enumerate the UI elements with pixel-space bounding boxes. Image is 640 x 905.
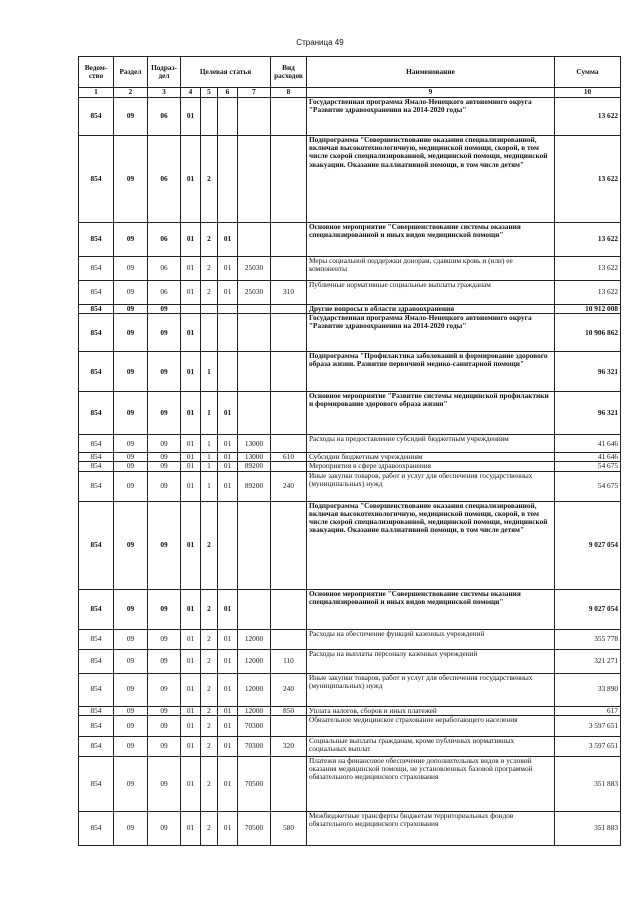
cell-event: 01 (218, 471, 238, 501)
cell-program: 01 (181, 673, 201, 706)
cell-vedomstvo: 854 (79, 649, 114, 673)
cell-event: 01 (218, 257, 238, 281)
column-number: 2 (114, 88, 148, 98)
cell-expense-type (271, 305, 307, 314)
cell-program: 01 (181, 453, 201, 462)
cell-direction: 12000 (238, 629, 271, 649)
cell-expense-type: 310 (271, 281, 307, 305)
table-body (79, 98, 621, 846)
cell-vedomstvo: 854 (79, 136, 114, 223)
cell-sum: 54 675 (555, 462, 621, 471)
table-row (79, 314, 621, 352)
cell-event (218, 352, 238, 392)
column-number: 1 (79, 88, 114, 98)
cell-vedomstvo: 854 (79, 223, 114, 257)
cell-direction: 89200 (238, 471, 271, 501)
cell-name: Иные закупки товаров, работ и услуг для обеспечения государственных (муниципальных) нужд (307, 471, 555, 501)
cell-podrazdel: 09 (148, 305, 181, 314)
cell-sum: 41 646 (555, 435, 621, 453)
column-number: 5 (201, 88, 218, 98)
cell-sum: 13 622 (555, 281, 621, 305)
cell-vedomstvo: 854 (79, 811, 114, 845)
cell-sum: 10 912 008 (555, 305, 621, 314)
cell-direction: 13000 (238, 435, 271, 453)
table-row (79, 136, 621, 223)
cell-subprogram: 1 (201, 471, 218, 501)
cell-program: 01 (181, 736, 201, 756)
cell-razdel: 09 (114, 352, 148, 392)
cell-podrazdel: 09 (148, 811, 181, 845)
cell-subprogram (201, 98, 218, 136)
table-row (79, 453, 621, 462)
header-razdel: Раздел (114, 57, 148, 88)
table-row (79, 629, 621, 649)
cell-program: 01 (181, 811, 201, 845)
cell-program (181, 305, 201, 314)
cell-expense-type: 110 (271, 649, 307, 673)
cell-program: 01 (181, 629, 201, 649)
cell-podrazdel: 06 (148, 223, 181, 257)
cell-sum: 3 597 651 (555, 715, 621, 736)
column-numbers-row (79, 88, 621, 98)
cell-sum: 617 (555, 706, 621, 715)
column-number: 10 (555, 88, 621, 98)
cell-vedomstvo: 854 (79, 589, 114, 629)
cell-expense-type: 240 (271, 673, 307, 706)
cell-subprogram: 2 (201, 756, 218, 811)
cell-event: 01 (218, 589, 238, 629)
cell-name: Подпрограмма "Совершенствование оказания специализированной, включая высокотехнологичную, медицинской помощи, скорой, в том числе скорой специализированной, медицинской помощи, медицинской эвакуации. Оказание паллиативной помощи, в том числе детям" (307, 501, 555, 589)
cell-direction: 25030 (238, 257, 271, 281)
cell-program: 01 (181, 223, 201, 257)
cell-direction (238, 501, 271, 589)
table-row (79, 649, 621, 673)
cell-event: 01 (218, 649, 238, 673)
cell-name: Подпрограмма "Совершенствование оказания специализированной, включая высокотехнологичную, медицинской помощи, скорой, в том числе скорой специализированной, медицинской помощи, медицинской эвакуации. Оказание паллиативной помощи, в том числе детям" (307, 136, 555, 223)
cell-name: Субсидии бюджетным учреждениям (307, 453, 555, 462)
cell-vedomstvo: 854 (79, 715, 114, 736)
cell-expense-type (271, 352, 307, 392)
cell-event: 01 (218, 715, 238, 736)
cell-direction (238, 314, 271, 352)
cell-subprogram (201, 305, 218, 314)
cell-podrazdel: 09 (148, 435, 181, 453)
cell-razdel: 09 (114, 589, 148, 629)
cell-event (218, 501, 238, 589)
cell-expense-type (271, 629, 307, 649)
cell-name: Меры социальной поддержки донорам, сдавшим кровь и (или) ее компоненты (307, 257, 555, 281)
cell-event (218, 136, 238, 223)
cell-razdel: 09 (114, 715, 148, 736)
column-number: 9 (307, 88, 555, 98)
cell-event (218, 314, 238, 352)
cell-name: Государственная программа Ямало-Ненецкого автономного округа "Развитие здравоохранения на 2014-2020 годы" (307, 98, 555, 136)
cell-podrazdel: 09 (148, 392, 181, 435)
cell-razdel: 09 (114, 392, 148, 435)
cell-name: Расходы на предоставление субсидий бюджетным учреждениям (307, 435, 555, 453)
cell-razdel: 09 (114, 811, 148, 845)
cell-name: Межбюджетные трансферты бюджетам территориальных фондов обязательного медицинского страхования (307, 811, 555, 845)
cell-vedomstvo: 854 (79, 98, 114, 136)
cell-razdel: 09 (114, 223, 148, 257)
cell-event: 01 (218, 281, 238, 305)
cell-subprogram: 2 (201, 706, 218, 715)
table-row (79, 715, 621, 736)
cell-podrazdel: 09 (148, 756, 181, 811)
cell-expense-type (271, 223, 307, 257)
cell-podrazdel: 06 (148, 136, 181, 223)
cell-direction (238, 98, 271, 136)
cell-vedomstvo: 854 (79, 435, 114, 453)
cell-direction: 70500 (238, 811, 271, 845)
cell-program: 01 (181, 314, 201, 352)
cell-sum: 9 027 054 (555, 501, 621, 589)
cell-razdel: 09 (114, 281, 148, 305)
cell-razdel: 09 (114, 629, 148, 649)
header-row (79, 57, 621, 88)
cell-program: 01 (181, 589, 201, 629)
cell-vedomstvo: 854 (79, 736, 114, 756)
cell-event: 01 (218, 453, 238, 462)
cell-expense-type (271, 756, 307, 811)
cell-vedomstvo: 854 (79, 629, 114, 649)
header-podrazdel: Подраз-дел (148, 57, 181, 88)
cell-event: 01 (218, 673, 238, 706)
table-row (79, 736, 621, 756)
cell-vedomstvo: 854 (79, 756, 114, 811)
cell-subprogram: 1 (201, 453, 218, 462)
table-row (79, 589, 621, 629)
cell-direction: 89200 (238, 462, 271, 471)
cell-podrazdel: 09 (148, 453, 181, 462)
cell-name: Государственная программа Ямало-Ненецкого автономного округа "Развитие здравоохранения на 2014-2020 годы" (307, 314, 555, 352)
table-row (79, 392, 621, 435)
table-row (79, 305, 621, 314)
cell-podrazdel: 06 (148, 281, 181, 305)
table-row (79, 501, 621, 589)
cell-sum: 54 675 (555, 471, 621, 501)
cell-sum: 355 778 (555, 629, 621, 649)
cell-vedomstvo: 854 (79, 501, 114, 589)
cell-sum: 351 883 (555, 756, 621, 811)
cell-program: 01 (181, 257, 201, 281)
cell-name: Расходы на обеспечение функций казенных учреждений (307, 629, 555, 649)
cell-direction (238, 589, 271, 629)
cell-name: Иные закупки товаров, работ и услуг для обеспечения государственных (муниципальных) нужд (307, 673, 555, 706)
cell-subprogram: 2 (201, 281, 218, 305)
cell-name: Мероприятия в сфере здравоохранения (307, 462, 555, 471)
cell-name: Публичные нормативные социальные выплаты гражданам (307, 281, 555, 305)
cell-event: 01 (218, 736, 238, 756)
cell-expense-type (271, 392, 307, 435)
cell-sum: 321 271 (555, 649, 621, 673)
cell-expense-type (271, 314, 307, 352)
cell-direction: 12000 (238, 706, 271, 715)
cell-sum: 13 622 (555, 257, 621, 281)
cell-podrazdel: 09 (148, 471, 181, 501)
cell-direction (238, 136, 271, 223)
cell-expense-type (271, 435, 307, 453)
cell-direction (238, 392, 271, 435)
cell-sum: 33 890 (555, 673, 621, 706)
table-row (79, 471, 621, 501)
cell-sum: 13 622 (555, 223, 621, 257)
table-row (79, 98, 621, 136)
cell-razdel: 09 (114, 756, 148, 811)
cell-program: 01 (181, 281, 201, 305)
cell-event: 01 (218, 462, 238, 471)
cell-expense-type: 850 (271, 706, 307, 715)
cell-subprogram: 2 (201, 715, 218, 736)
cell-program: 01 (181, 756, 201, 811)
cell-vedomstvo: 854 (79, 281, 114, 305)
cell-subprogram: 2 (201, 257, 218, 281)
cell-razdel: 09 (114, 649, 148, 673)
cell-subprogram: 2 (201, 629, 218, 649)
cell-program: 01 (181, 715, 201, 736)
cell-direction: 12000 (238, 673, 271, 706)
cell-subprogram: 2 (201, 223, 218, 257)
cell-razdel: 09 (114, 314, 148, 352)
cell-sum: 10 906 862 (555, 314, 621, 352)
cell-expense-type: 580 (271, 811, 307, 845)
cell-expense-type: 610 (271, 453, 307, 462)
cell-program: 01 (181, 706, 201, 715)
cell-subprogram: 2 (201, 736, 218, 756)
cell-expense-type (271, 589, 307, 629)
cell-event: 01 (218, 392, 238, 435)
cell-name: Социальные выплаты гражданам, кроме публичных нормативных социальных выплат (307, 736, 555, 756)
cell-subprogram: 2 (201, 811, 218, 845)
cell-podrazdel: 06 (148, 98, 181, 136)
cell-subprogram: 2 (201, 673, 218, 706)
cell-direction: 70300 (238, 736, 271, 756)
cell-podrazdel: 09 (148, 352, 181, 392)
cell-expense-type (271, 462, 307, 471)
cell-razdel: 09 (114, 435, 148, 453)
column-number: 6 (218, 88, 238, 98)
cell-name: Основное мероприятие "Совершенствование системы оказания специализированной и иных видов медицинской помощи" (307, 223, 555, 257)
cell-podrazdel: 09 (148, 715, 181, 736)
table-row (79, 281, 621, 305)
cell-vedomstvo: 854 (79, 673, 114, 706)
column-number: 8 (271, 88, 307, 98)
cell-podrazdel: 09 (148, 462, 181, 471)
cell-direction (238, 223, 271, 257)
table-row (79, 257, 621, 281)
cell-razdel: 09 (114, 305, 148, 314)
cell-vedomstvo: 854 (79, 706, 114, 715)
cell-event: 01 (218, 223, 238, 257)
table-row (79, 811, 621, 845)
cell-event: 01 (218, 756, 238, 811)
cell-razdel: 09 (114, 471, 148, 501)
cell-subprogram: 1 (201, 435, 218, 453)
cell-subprogram (201, 314, 218, 352)
cell-vedomstvo: 854 (79, 392, 114, 435)
cell-direction: 70500 (238, 756, 271, 811)
cell-podrazdel: 09 (148, 706, 181, 715)
cell-program: 01 (181, 136, 201, 223)
cell-direction: 13000 (238, 453, 271, 462)
cell-program: 01 (181, 649, 201, 673)
header-celevaya: Целевая статья (181, 57, 271, 88)
header-vedomstvo: Ведом-ство (79, 57, 114, 88)
cell-event (218, 98, 238, 136)
table-row (79, 223, 621, 257)
cell-sum: 3 597 651 (555, 736, 621, 756)
cell-podrazdel: 09 (148, 589, 181, 629)
table-row (79, 435, 621, 453)
cell-program: 01 (181, 462, 201, 471)
page-label: Страница 49 (296, 38, 344, 47)
cell-name: Обязательное медицинское страхование неработающего населения (307, 715, 555, 736)
cell-name: Основное мероприятие "Совершенствование системы оказания специализированной и иных видов медицинской помощи" (307, 589, 555, 629)
table-row (79, 462, 621, 471)
cell-direction (238, 305, 271, 314)
cell-expense-type (271, 715, 307, 736)
cell-name: Расходы на выплаты персоналу казенных учреждений (307, 649, 555, 673)
column-number: 3 (148, 88, 181, 98)
cell-subprogram: 1 (201, 352, 218, 392)
cell-subprogram: 1 (201, 462, 218, 471)
cell-direction: 25030 (238, 281, 271, 305)
cell-name: Другие вопросы в области здравоохранения (307, 305, 555, 314)
cell-direction (238, 352, 271, 392)
cell-direction: 70300 (238, 715, 271, 736)
cell-subprogram: 2 (201, 589, 218, 629)
cell-event: 01 (218, 811, 238, 845)
cell-expense-type (271, 136, 307, 223)
cell-razdel: 09 (114, 257, 148, 281)
cell-expense-type (271, 501, 307, 589)
cell-razdel: 09 (114, 98, 148, 136)
cell-vedomstvo: 854 (79, 314, 114, 352)
cell-program: 01 (181, 435, 201, 453)
cell-subprogram: 2 (201, 649, 218, 673)
cell-name: Подпрограмма "Профилактика заболеваний и формирование здорового образа жизни. Развитие первичной медико-санитарной помощи" (307, 352, 555, 392)
cell-expense-type: 320 (271, 736, 307, 756)
header-vid: Вид расходов (271, 57, 307, 88)
table-row (79, 756, 621, 811)
cell-name: Основное мероприятие "Развитие системы медицинской профилактики и формирование здорового образа жизни" (307, 392, 555, 435)
cell-podrazdel: 09 (148, 673, 181, 706)
cell-razdel: 09 (114, 673, 148, 706)
cell-sum: 13 622 (555, 136, 621, 223)
cell-expense-type (271, 257, 307, 281)
cell-program: 01 (181, 501, 201, 589)
column-number: 4 (181, 88, 201, 98)
header-summa: Сумма (555, 57, 621, 88)
column-number: 7 (238, 88, 271, 98)
cell-expense-type (271, 98, 307, 136)
cell-razdel: 09 (114, 736, 148, 756)
table-row (79, 352, 621, 392)
cell-vedomstvo: 854 (79, 471, 114, 501)
cell-podrazdel: 09 (148, 314, 181, 352)
cell-sum: 41 646 (555, 453, 621, 462)
cell-event: 01 (218, 706, 238, 715)
cell-podrazdel: 06 (148, 257, 181, 281)
cell-subprogram: 1 (201, 392, 218, 435)
cell-vedomstvo: 854 (79, 305, 114, 314)
table-row (79, 673, 621, 706)
cell-sum: 9 027 054 (555, 589, 621, 629)
cell-podrazdel: 09 (148, 736, 181, 756)
cell-podrazdel: 09 (148, 629, 181, 649)
header-name: Наименование (307, 57, 555, 88)
cell-razdel: 09 (114, 706, 148, 715)
cell-direction: 12000 (238, 649, 271, 673)
cell-program: 01 (181, 392, 201, 435)
cell-podrazdel: 09 (148, 501, 181, 589)
cell-razdel: 09 (114, 462, 148, 471)
cell-program: 01 (181, 352, 201, 392)
cell-sum: 96 321 (555, 352, 621, 392)
table-row (79, 706, 621, 715)
cell-podrazdel: 09 (148, 649, 181, 673)
cell-subprogram: 2 (201, 501, 218, 589)
cell-sum: 351 883 (555, 811, 621, 845)
cell-subprogram: 2 (201, 136, 218, 223)
cell-sum: 96 321 (555, 392, 621, 435)
cell-vedomstvo: 854 (79, 462, 114, 471)
cell-event (218, 305, 238, 314)
cell-sum: 13 622 (555, 98, 621, 136)
cell-event: 01 (218, 435, 238, 453)
cell-program: 01 (181, 98, 201, 136)
cell-name: Платежи на финансовое обеспечение дополнительных видов и условий оказания медицинской помощи, не установленных базовой программой обязательного медицинского страхования (307, 756, 555, 811)
cell-name: Уплата налогов, сборов и иных платежей (307, 706, 555, 715)
cell-expense-type: 240 (271, 471, 307, 501)
cell-razdel: 09 (114, 501, 148, 589)
cell-razdel: 09 (114, 453, 148, 462)
cell-vedomstvo: 854 (79, 257, 114, 281)
cell-razdel: 09 (114, 136, 148, 223)
cell-vedomstvo: 854 (79, 352, 114, 392)
cell-event: 01 (218, 629, 238, 649)
budget-table (78, 56, 621, 846)
cell-program: 01 (181, 471, 201, 501)
cell-vedomstvo: 854 (79, 453, 114, 462)
